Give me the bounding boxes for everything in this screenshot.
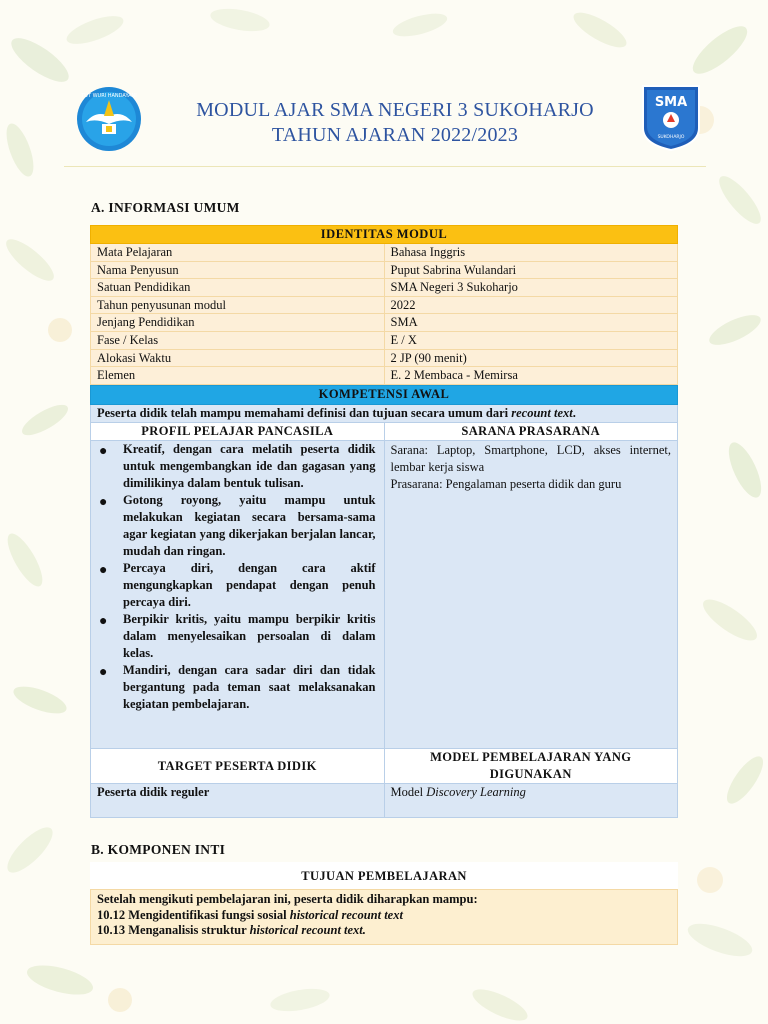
bullet-icon: ● (99, 444, 108, 459)
target-heading: TARGET PESERTA DIDIK (91, 749, 385, 784)
row-value: SMA Negeri 3 Sukoharjo (384, 279, 678, 297)
header-divider (64, 166, 706, 167)
bullet-icon: ● (99, 614, 108, 629)
row-value: Bahasa Inggris (384, 244, 678, 262)
row-value: SMA (384, 314, 678, 332)
identitas-modul-title: IDENTITAS MODUL (91, 226, 678, 244)
identitas-modul-table (90, 225, 678, 385)
sarana-prasarana-cell (384, 441, 678, 749)
table-row (91, 261, 678, 279)
tujuan-item-2-italic: historical recount text. (249, 923, 366, 937)
tujuan-pembelajaran-table (90, 862, 678, 945)
tujuan-intro: Setelah mengikuti pembelajaran ini, peserta didik diharapkan mampu: (97, 892, 478, 906)
model-italic: Discovery Learning (426, 785, 526, 799)
tujuan-item-2 (97, 923, 671, 939)
svg-text:SMA: SMA (654, 95, 688, 110)
kompetensi-text-suffix: . (572, 406, 576, 420)
tujuan-title: TUJUAN PEMBELAJARAN (91, 863, 678, 890)
target-value: Peserta didik reguler (91, 784, 385, 818)
model-prefix: Model (390, 785, 427, 799)
bullet-icon: ● (99, 665, 108, 680)
row-value: 2 JP (90 menit) (384, 349, 678, 367)
tujuan-item-1-italic: historical recount text (289, 907, 403, 922)
list-item (97, 611, 376, 662)
bullet-icon: ● (99, 563, 108, 578)
list-item (97, 560, 376, 611)
row-label: Satuan Pendidikan (91, 279, 385, 297)
table-row (91, 349, 678, 367)
table-row (91, 244, 678, 262)
kompetensi-awal-title: KOMPETENSI AWAL (91, 386, 678, 405)
sma-shield-logo (641, 84, 701, 152)
kompetensi-text-main: Peserta didik telah mampu memahami definisi dan tujuan secara umum dari (97, 406, 512, 420)
model-value (384, 784, 678, 818)
row-label: Fase / Kelas (91, 331, 385, 349)
page-title (150, 98, 640, 148)
table-row (91, 279, 678, 297)
row-value: E. 2 Membaca - Memirsa (384, 367, 678, 385)
list-item-text: Kreatif, dengan cara melatih peserta didik untuk mengembangkan ide dan gagasan yang dimilikinya dalam bentuk tulisan. (123, 442, 376, 490)
svg-text:TUT WURI HANDAYANI: TUT WURI HANDAYANI (81, 93, 137, 99)
row-label: Elemen (91, 367, 385, 385)
model-heading: MODEL PEMBELAJARAN YANG DIGUNAKAN (384, 749, 678, 784)
row-label: Jenjang Pendidikan (91, 314, 385, 332)
tut-wuri-handayani-logo (76, 86, 142, 152)
kompetensi-awal-table (90, 385, 678, 818)
bullet-icon: ● (99, 495, 108, 510)
tujuan-item-1-text: 10.12 Mengidentifikasi fungsi sosial (97, 907, 290, 922)
sarana-heading: SARANA PRASARANA (384, 423, 678, 441)
row-label: Alokasi Waktu (91, 349, 385, 367)
list-item-text: Percaya diri, dengan cara aktif mengungkapkan pendapat dengan penuh percaya diri. (123, 561, 376, 609)
section-b-heading: B. KOMPONEN INTI (91, 842, 226, 857)
row-label: Mata Pelajaran (91, 244, 385, 262)
list-item-text: Berpikir kritis, yaitu mampu berpikir kritis dalam menyelesaikan persoalan di dalam kelas. (123, 612, 376, 660)
row-value: Puput Sabrina Wulandari (384, 261, 678, 279)
row-value: E / X (384, 331, 678, 349)
section-a-heading: A. INFORMASI UMUM (91, 200, 240, 215)
profil-heading: PROFIL PELAJAR PANCASILA (91, 423, 385, 441)
kompetensi-awal-text (91, 405, 678, 423)
list-item (97, 441, 376, 492)
svg-text:SUKOHARJO: SUKOHARJO (657, 135, 685, 140)
row-label: Tahun penyusunan modul (91, 296, 385, 314)
row-value: 2022 (384, 296, 678, 314)
list-item-text: Gotong royong, yaitu mampu untuk melakukan kegiatan secara bersama-sama agar kegiatan yang dikerjakan berjalan lancar, mudah dan ringan. (123, 493, 376, 558)
table-row (91, 314, 678, 332)
row-label: Nama Penyusun (91, 261, 385, 279)
title-line-2: TAHUN AJARAN 2022/2023 (271, 124, 519, 146)
tujuan-body (91, 890, 678, 945)
profil-pelajar-list-cell (91, 441, 385, 749)
list-item-text: Mandiri, dengan cara sadar diri dan tidak bergantung pada teman saat melaksanakan kegiatan pembelajaran. (123, 663, 376, 711)
sarana-text: Sarana: Laptop, Smartphone, LCD, akses internet, lembar kerja siswa (390, 443, 671, 474)
list-item (97, 662, 376, 713)
table-row (91, 331, 678, 349)
list-item (97, 492, 376, 560)
tujuan-item-1 (97, 908, 671, 924)
tujuan-item-2-text: 10.13 Menganalisis struktur (97, 923, 250, 937)
table-row (91, 296, 678, 314)
prasarana-text: Prasarana: Pengalaman peserta didik dan guru (390, 477, 622, 491)
profil-list (97, 441, 376, 713)
table-row (91, 367, 678, 385)
title-line-1: MODUL AJAR SMA NEGERI 3 SUKOHARJO (196, 99, 594, 121)
kompetensi-text-italic: recount text (511, 406, 573, 420)
